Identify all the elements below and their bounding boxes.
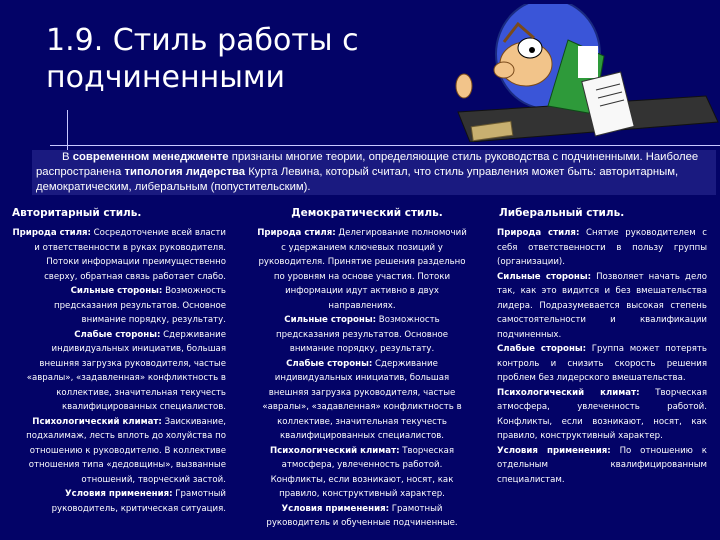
paragraph-weaknesses [12,328,226,415]
intro-text-1: признаны многие теории, определяющие стиль руководства с подчиненными. Наиболее распространена [36,151,699,178]
column-heading-liberal: Либеральный стиль. [499,207,625,219]
text-conditions: Грамотный руководитель и обученные подчиненные. [266,503,458,528]
label-climate: Психологический климат: [269,445,400,456]
slide-title: 1.9. Стиль работы с подчиненными [46,23,359,95]
intro-bold-modern-management: современном менеджменте [72,151,229,163]
text-climate: Творческая атмосфера, увлеченность работой. Конфликты, если возникают, носят, как правило, конструктивный характер. [497,387,707,441]
decorative-vertical-line [67,110,68,155]
label-nature: Природа стиля: [497,228,580,238]
paragraph-strengths [497,270,707,343]
column-body-authoritarian [12,226,226,516]
column-body-liberal [497,226,707,487]
paragraph-nature [257,226,467,313]
label-strengths: Сильные стороны: [284,315,377,325]
column-liberal [497,206,707,487]
paragraph-nature [12,226,226,284]
label-conditions: Условия применения: [281,503,390,514]
label-conditions: Условия применения: [65,489,173,499]
text-weaknesses: Сдерживание индивидуальных инициатив, большая внешняя загрузка руководителя, частые «авралы», «задавленная» конфликтность в коллективе, значительная текучесть квалифицированных специалистов. [26,329,226,412]
text-strengths: Позволяет начать дело так, как это видится и без вмешательства лидера. Подразумевается высокая степень самостоятельности и квалификации подчиненных. [497,271,707,340]
paragraph-climate [12,415,226,488]
paragraph-strengths [12,284,226,328]
label-climate: Психологический климат: [497,387,640,398]
paragraph-conditions [12,487,226,516]
text-strengths: Возможность предсказания результатов. Основное внимание порядку, результату. [53,286,226,325]
intro-text-2: Курта Левина, который считал, что стиль управления может быть: авторитарным, демократическим, либеральным (попустительским). [36,166,679,193]
label-conditions: Условия применения: [497,445,611,456]
column-authoritarian [12,206,226,516]
label-strengths: Сильные стороны: [497,271,592,282]
column-heading-authoritarian: Авторитарный стиль. [12,207,142,219]
text-climate: Заискивание, подхалимаж, лесть вплоть до холуйства по отношению к руководителю. В коллективе отношения типа «дедовщины», вызванные отношений, творческий застой. [26,416,226,485]
column-body-democratic [257,226,467,531]
label-strengths: Сильные стороны: [70,286,163,296]
text-nature: Делегирование полномочий с удержанием ключевых позиций у руководителя. Принятие решения раздельно по уровням на основе участия. Потоки информации идут активно в двух направлениях. [258,228,467,311]
text-weaknesses: Группа может потерять контроль и снизить скорость решения проблем без лидерского вмешательства. [497,344,707,383]
paragraph-weaknesses [497,342,707,386]
paragraph-strengths [257,313,467,357]
paragraph-conditions [497,444,707,488]
paragraph-climate [497,386,707,444]
text-conditions: Грамотный руководитель, критическая ситуация. [51,489,226,514]
text-nature: Снятие руководителем с себя ответственности в пользу группы (организации). [497,228,708,267]
paragraph-weaknesses [257,357,467,444]
paragraph-climate [257,444,467,502]
label-nature: Природа стиля: [12,228,91,238]
label-climate: Психологический климат: [32,416,162,427]
intro-bold-leadership-typology: типология лидерства [124,166,246,178]
decorative-horizontal-line [50,145,720,146]
label-weaknesses: Слабые стороны: [497,344,587,354]
text-nature: Сосредоточение всей власти и ответственности в руках руководителя. Потоки информации преимущественно сверху, обратная связь работает слабо. [34,228,226,282]
manager-cartoon-image [418,4,720,142]
column-heading-democratic: Демократический стиль. [291,207,443,219]
column-democratic [257,206,467,531]
label-nature: Природа стиля: [257,228,336,238]
text-weaknesses: Сдерживание индивидуальных инициатив, большая внешняя загрузка руководителя, частые «авралы», «задавленная» конфликтность в коллективе, значительная текучесть квалифицированных специалистов. [262,358,462,441]
text-strengths: Возможность предсказания результатов. Основное внимание порядку, результату. [275,315,449,354]
intro-paragraph [32,150,716,195]
text-conditions: По отношению к отдельным квалифицированным специалистам. [497,445,707,485]
paragraph-nature [497,226,707,270]
paragraph-conditions [257,502,467,531]
label-weaknesses: Слабые стороны: [74,329,161,340]
intro-lead: В [62,151,73,163]
text-climate: Творческая атмосфера, увлеченность работой. Конфликты, если возникают, носят, как правило, конструктивный характер. [270,445,455,499]
label-weaknesses: Слабые стороны: [286,358,373,369]
